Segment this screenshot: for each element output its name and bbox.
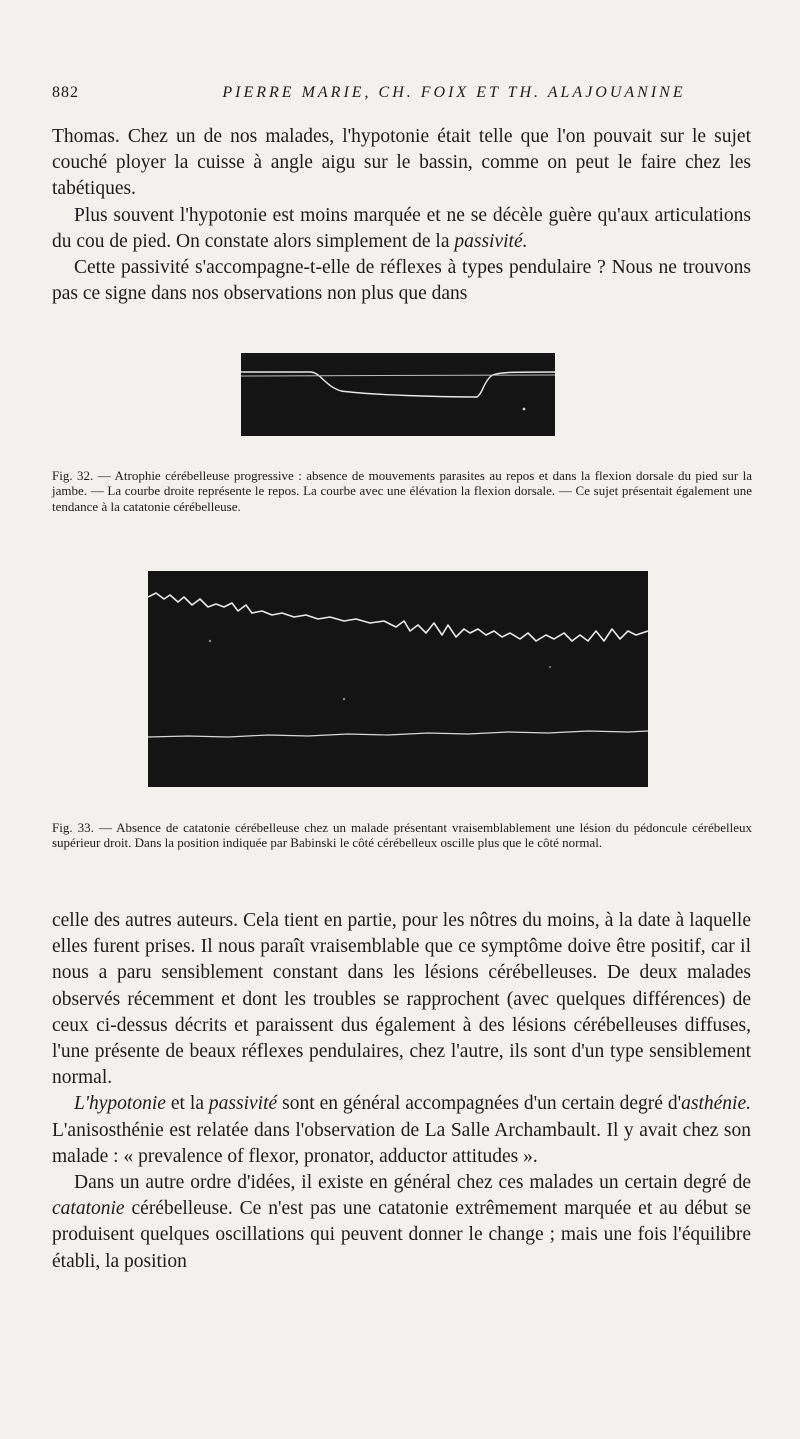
- figure-33-caption-text: — Absence de catatonie cérébelleuse chez un malade présentant vraisemblablement une lésion du pédoncule cérébelleux supérieur droit. Dans la position indiquée par Babinski le côté cérébelleux oscille plus que le côté normal.: [52, 820, 753, 851]
- paragraph-catatonia: [52, 1170, 751, 1275]
- trace-rest-line: [241, 375, 555, 376]
- running-head: PIERRE MARIE, CH. FOIX ET TH. ALAJOUANINE: [222, 84, 686, 101]
- figure-32-plot: [241, 353, 555, 436]
- body-text-top: [52, 124, 751, 307]
- paragraph-asthenia: [52, 1091, 751, 1170]
- trace-normal-side: [148, 731, 648, 737]
- artifact-dot: [549, 666, 551, 668]
- trace-cerebellar-side: [148, 593, 648, 641]
- figure-33-label: Fig. 33.: [52, 820, 94, 835]
- emphasis-passivite: passivité.: [454, 230, 528, 252]
- paragraph-text: L'anisosthénie est relatée dans l'observation de La Salle Archambault. Il y avait chez son malade : « prevalence of flexor, pronator, adductor attitudes ».: [52, 1119, 751, 1167]
- figure-33-caption: [52, 820, 752, 851]
- paragraph-text: Plus souvent l'hypotonie est moins marquée et ne se décèle guère qu'aux articulations du cou de pied. On constate alors simplement de la: [52, 204, 751, 252]
- paragraph-continued: Thomas. Chez un de nos malades, l'hypotonie était telle que l'on pouvait sur le sujet couché ployer la cuisse à angle aigu sur le bassin, comme on peut le faire chez les tabétiques.: [52, 126, 751, 200]
- figure-32-caption-text: — Atrophie cérébelleuse progressive : absence de mouvements parasites au repos et dans la flexion dorsale du pied sur la jambe. — La courbe droite représente le repos. La courbe avec une élévation la flexion dorsale. — Ce sujet présentait également une tendance à la catatonie cérébelleuse.: [52, 468, 752, 514]
- paragraph-pendular-reflexes: Cette passivité s'accompagne-t-elle de réflexes à types pendulaire ? Nous ne trouvons pas ce signe dans nos observations non plus que dans: [52, 257, 751, 305]
- paragraph-text: Dans un autre ordre d'idées, il existe en général chez ces malades un certain degré de: [74, 1172, 751, 1194]
- paragraph-text: et la: [165, 1093, 209, 1115]
- page-header: [52, 84, 752, 108]
- artifact-dot: [209, 640, 211, 642]
- figure-32-label: Fig. 32.: [52, 468, 94, 483]
- emphasis-asthenie: asthénie.: [681, 1093, 751, 1115]
- paragraph-passivity: [52, 203, 751, 255]
- figure-32-trace: [241, 353, 555, 436]
- paragraph-text: cérébelleuse. Ce n'est pas une catatonie extrêmement marquée et au début se produisent quelques oscillations qui peuvent donner le change ; mais une fois l'équilibre établi, la position: [52, 1198, 751, 1272]
- paragraph-text: sont en général accompagnées d'un certain degré d': [277, 1093, 682, 1115]
- figure-33-plot: [148, 571, 648, 787]
- paragraph-continued-after-figures: celle des autres auteurs. Cela tient en partie, pour les nôtres du moins, à la date à laquelle elles furent prises. Il nous paraît vraisemblable que ce symptôme doive être positif, car il nous a paru sensiblement constant dans les lésions cérébelleuses. De deux malades observés récemment et dont les troubles se rapprochent (avec quelques différences) de ceux ci-dessus décrits et paraissent dus également à des lésions cérébelleuses diffuses, l'une présente de beaux réflexes pendulaires, chez l'autre, ils sont d'un type sensiblement normal.: [52, 910, 751, 1089]
- figure-33-trace: [148, 571, 648, 787]
- emphasis-passivite: passivité: [208, 1093, 278, 1115]
- emphasis-catatonie: catatonie: [52, 1198, 125, 1220]
- figure-32-caption: [52, 468, 752, 514]
- artifact-dot: [343, 698, 345, 700]
- emphasis-hypotonie: L'hypotonie: [74, 1093, 166, 1115]
- artifact-dot: [523, 408, 526, 411]
- body-text-bottom: [52, 908, 751, 1275]
- page-number: 882: [52, 84, 79, 101]
